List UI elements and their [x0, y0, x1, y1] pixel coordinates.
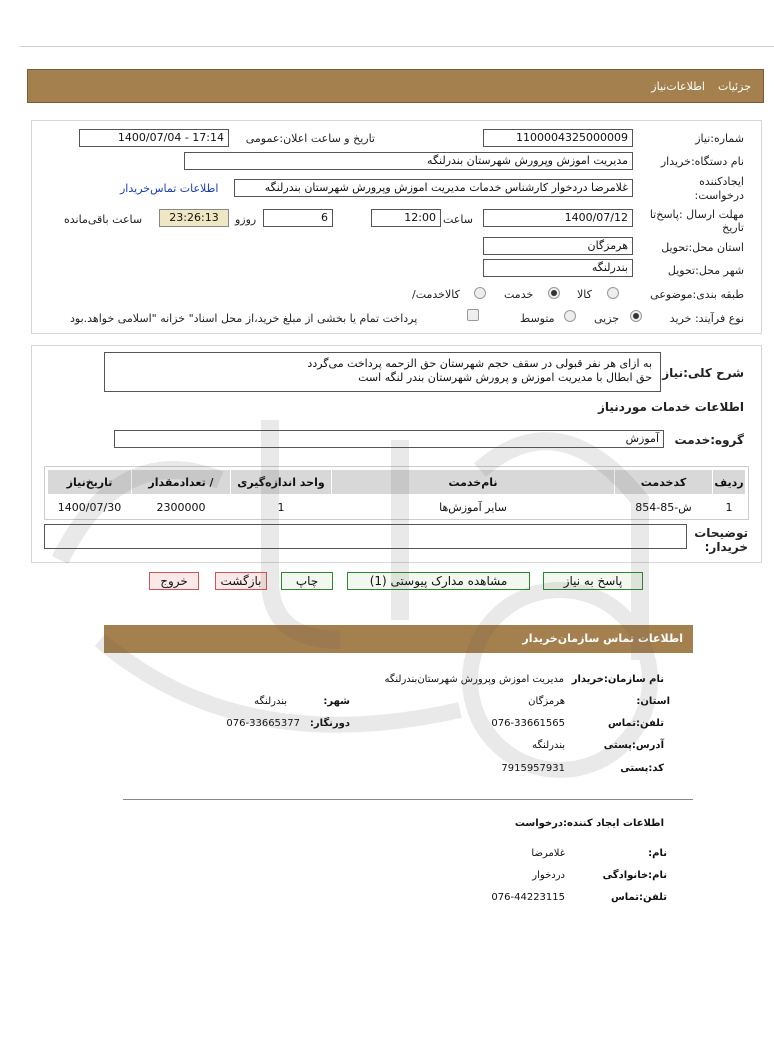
service-group-label: گروه:خدمت	[674, 433, 744, 447]
creator-name-value: غلامرضا	[531, 848, 565, 859]
payment-checkbox[interactable]	[467, 309, 479, 321]
cell-qty: 2300000	[156, 500, 206, 514]
buyer-label: نام دستگاه:خریدار	[660, 155, 744, 168]
reply-button[interactable]: پاسخ به نیاز	[543, 572, 643, 590]
fax-value: 076-33665377	[226, 718, 300, 729]
payment-note: پرداخت تمام یا بخشی از مبلغ خرید،از محل اسناد" خزانه "اسلامی خواهد.بود	[70, 312, 418, 325]
city-label: شهر محل:تحویل	[667, 264, 744, 277]
description-label: شرح کلی:نیاز	[662, 366, 744, 380]
print-button[interactable]: چاپ	[281, 572, 333, 590]
category-goods-radio[interactable]	[607, 287, 619, 299]
cell-unit: 1	[277, 500, 285, 514]
creator-family-value: دردخوار	[532, 870, 565, 881]
creator-label-2: :درخواست	[694, 189, 744, 202]
col-qty: / تعدادمقدار	[132, 470, 231, 495]
city-contact-label: :شهر	[323, 696, 350, 707]
deadline-label-1: مهلت ارسال :پاسخ‌تا	[649, 208, 744, 221]
col-row: ردیف	[713, 470, 746, 495]
deadline-label-2: تاریخ	[722, 221, 744, 234]
cell-code: ش-85-854	[635, 500, 692, 514]
col-code: کدخدمت	[615, 470, 713, 495]
watermark-logo	[40, 380, 760, 800]
phone-contact-label: تلفن:تماس	[607, 718, 664, 729]
exit-button[interactable]: خروج	[149, 572, 199, 590]
process-partial-label: جزیی	[594, 312, 620, 325]
buyer-field: مدیریت اموزش وپرورش شهرستان بندرلنگه	[184, 152, 633, 170]
col-unit: واحد اندازه‌گیری	[231, 470, 332, 495]
tab-details[interactable]: جزئیات	[718, 80, 751, 93]
creator-family-label: نام:خانوادگی	[602, 870, 667, 881]
postal-label: کد:پستی	[620, 763, 664, 774]
city-field: بندرلنگه	[483, 259, 633, 277]
category-both-label: /کالاخدمت	[412, 288, 460, 301]
buyer-notes-label-1: توضیحات	[694, 526, 748, 540]
time-label: ساعت	[443, 213, 473, 226]
province-label: استان محل:تحویل	[661, 241, 744, 254]
col-date: تاریخ‌نیاز	[48, 470, 132, 495]
creator-name-label: :نام	[648, 848, 667, 859]
province-contact-label: :استان	[636, 696, 670, 707]
category-both-radio[interactable]	[474, 287, 486, 299]
tab-need-info[interactable]: اطلاعات‌نیاز	[651, 80, 705, 93]
days-label: روزو	[235, 213, 257, 226]
description-line-1: به ازای هر نفر قبولی در سقف حجم شهرستان حق الزحمه پرداخت می‌گردد	[307, 357, 652, 370]
address-label: آدرس:پستی	[603, 740, 664, 751]
buyer-notes-label-2: :خریدار	[704, 540, 748, 554]
deadline-time-field: 12:00	[371, 209, 441, 227]
province-contact-value: هرمزگان	[528, 696, 565, 707]
creator-phone-value: 076-44223115	[491, 892, 565, 903]
services-title: اطلاعات خدمات موردنیاز	[597, 400, 744, 414]
phone-contact-value: 076-33661565	[491, 718, 565, 729]
remaining-time-field: 23:26:13	[159, 209, 229, 227]
announce-datetime-field: 1400/07/04 - 17:14	[79, 129, 229, 147]
remaining-label: ساعت باقی‌مانده	[64, 213, 143, 226]
cell-name: سایر آموزش‌ها	[439, 500, 507, 514]
process-partial-radio[interactable]	[630, 310, 642, 322]
service-group-field: آموزش	[114, 430, 664, 448]
need-number-label: شماره:نیاز	[695, 132, 744, 145]
address-value: بندرلنگه	[532, 740, 565, 751]
process-medium-radio[interactable]	[564, 310, 576, 322]
col-name: نام‌خدمت	[332, 470, 615, 495]
category-goods-label: کالا	[577, 288, 592, 301]
buyer-contact-title: اطلاعات تماس سازمان‌خریدار	[522, 632, 683, 645]
deadline-date-field: 1400/07/12	[483, 209, 633, 227]
top-divider	[20, 46, 774, 47]
process-label: نوع فرآیند: خرید	[669, 312, 744, 325]
category-label: طبقه بندی:موضوعی	[650, 288, 744, 301]
category-service-radio[interactable]	[548, 287, 560, 299]
creator-phone-label: تلفن:تماس	[610, 892, 667, 903]
description-line-2: حق ابطال با مدیریت اموزش و پرورش شهرستان بندر لنگه است	[358, 371, 652, 384]
org-value: مدیریت اموزش وپرورش شهرستان‌بندرلنگه	[384, 674, 564, 685]
city-contact-value: بندرلنگه	[254, 696, 287, 707]
buyer-contact-link[interactable]: اطلاعات تماس‌خریدار	[120, 182, 219, 195]
creator-field: غلامرضا دردخوار کارشناس خدمات مدیریت اموزش وپرورش شهرستان بندرلنگه	[234, 179, 633, 197]
announce-label: تاریخ و ساعت اعلان:عمومی	[245, 132, 375, 145]
fax-label: :دورنگار	[309, 718, 350, 729]
back-button[interactable]: بازگشت	[215, 572, 267, 590]
postal-value: 7915957931	[501, 763, 565, 774]
creator-label-1: ایجادکننده	[699, 175, 744, 188]
need-number-field: 1100004325000009	[483, 129, 633, 147]
attachments-button[interactable]: مشاهده مدارک پیوستی (1)	[347, 572, 530, 590]
header-bar	[27, 69, 764, 103]
process-medium-label: متوسط	[520, 312, 555, 325]
province-field: هرمزگان	[483, 237, 633, 255]
cell-row: 1	[725, 500, 733, 514]
cell-date: 1400/07/30	[57, 500, 122, 514]
creator-info-title: اطلاعات ایجاد کننده:درخواست	[514, 818, 664, 829]
days-field: 6	[263, 209, 333, 227]
org-label: نام سازمان:خریدار	[571, 674, 664, 685]
category-service-label: خدمت	[504, 288, 534, 301]
